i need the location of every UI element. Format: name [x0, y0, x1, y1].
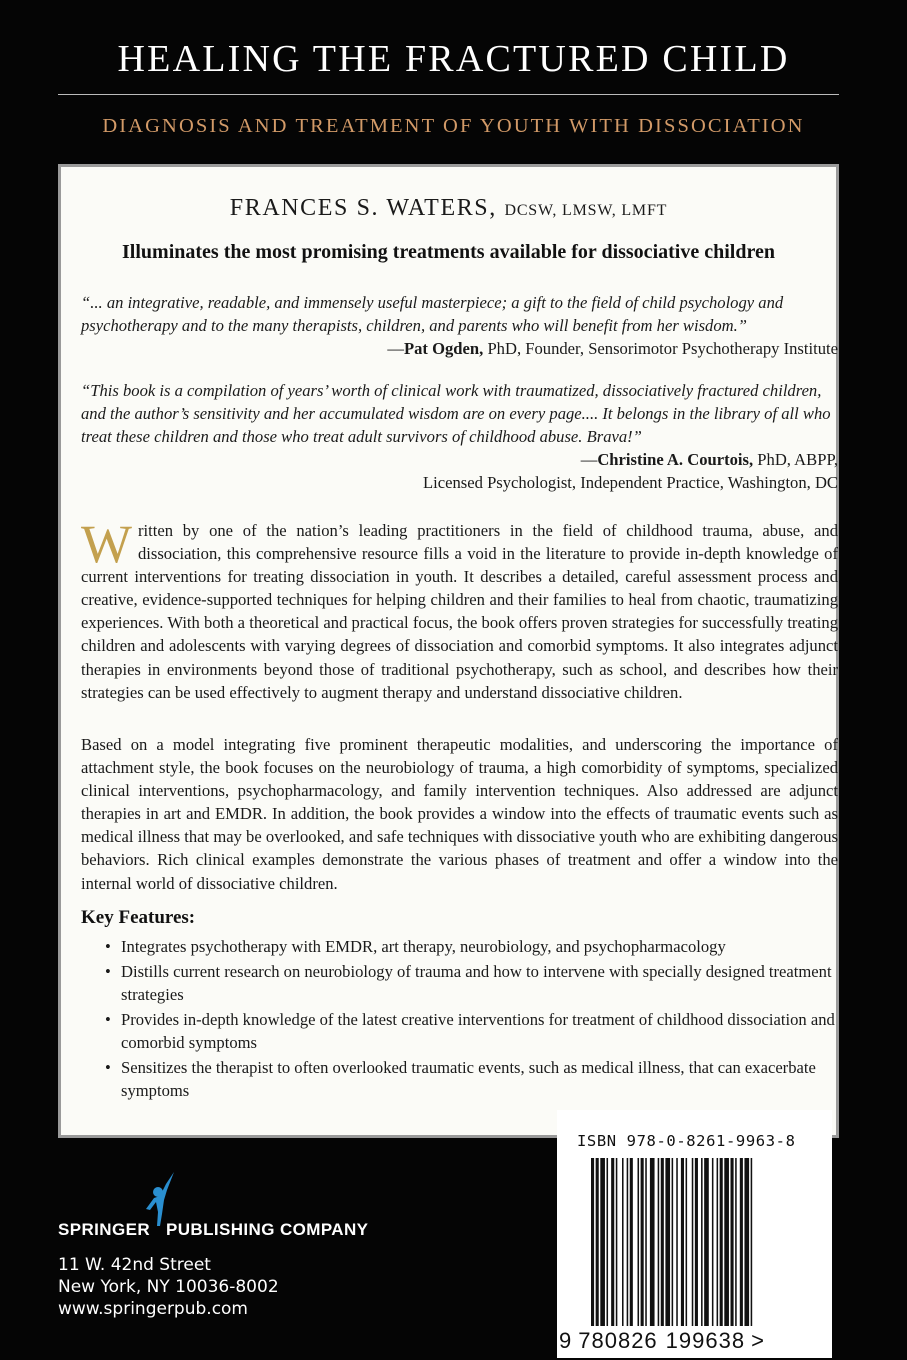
isbn-barcode — [557, 1110, 832, 1358]
description-paragraph: Written by one of the nation’s leading practitioners in the field of childhood trauma, abuse, and dissociation, this comprehensive resource fills a void in the literature to provide in-depth knowledge of current interventions for treating dissociation in youth. It describes a detailed, careful assessment process and creative, evidence-supported techniques for helping children and their families to heal from chaotic, traumatizing experiences. With both a theoretical and practical focus, the book offers proven strategies for successfully treating children and adolescents with varying degrees of dissociation and comorbid symptoms. It also integrates adjunct therapies in environments beyond those of traditional psychotherapy, such as school, and describes how their strategies can be used effectively to augment therapy and understand dissociative children. — [81, 514, 838, 702]
list-item: • Integrates psychotherapy with EMDR, art therapy, neurobiology, and psychopharmacology — [105, 937, 726, 956]
drop-cap: W — [81, 514, 132, 574]
endorser-name: Pat Ogden, — [404, 339, 484, 358]
publisher-name: SPRINGER PUBLISHING COMPANY — [58, 1220, 369, 1239]
book-subtitle: DIAGNOSIS AND TREATMENT OF YOUTH WITH DISSOCIATION — [102, 115, 805, 137]
endorser-name: Christine A. Courtois, — [597, 450, 754, 469]
bullet-icon: • — [105, 937, 111, 956]
address-line: New York, NY 10036-8002 — [58, 1277, 279, 1297]
endorsement-quote — [81, 379, 838, 494]
title-divider — [58, 94, 839, 95]
address-line: 11 W. 42nd Street — [58, 1255, 211, 1275]
publisher-address — [58, 1254, 279, 1320]
publisher-website[interactable]: www.springerpub.com — [58, 1299, 248, 1319]
barcode-digits: 9 780826 199638 > — [559, 1328, 765, 1353]
back-cover-panel — [58, 164, 839, 1138]
endorser-affiliation: PhD, ABPP, — [753, 450, 838, 469]
barcode-icon — [591, 1158, 805, 1326]
bullet-icon: • — [105, 1010, 111, 1029]
list-item: • Distills current research on neurobiology of trauma and how to intervene with specially designed treatment strategies — [105, 962, 832, 1004]
author-name: FRANCES S. WATERS, — [229, 195, 497, 221]
bullet-icon: • — [105, 962, 111, 981]
key-features-list — [81, 935, 838, 1104]
tagline: Illuminates the most promising treatments available for dissociative children — [122, 241, 775, 263]
isbn-label: ISBN 978-0-8261-9963-8 — [577, 1132, 796, 1150]
quote-attribution: —Pat Ogden, PhD, Founder, Sensorimotor Psychotherapy Institute — [387, 339, 838, 358]
description-paragraph: Based on a model integrating five prominent therapeutic modalities, and underscoring the importance of attachment style, the book focuses on the neurobiology of trauma, a high comorbidity of symptoms, specialized clinical interventions, psychopharmacology, and family intervention techniques. Also addressed are adjunct therapies in art and EMDR. In addition, the book provides a window into the effects of traumatic events such as medical illness that may be overlooked, and safe techniques with dissociative youth who are exhibiting dangerous behaviors. Rich clinical examples demonstrate the various phases of treatment and offer a window into the internal world of dissociative children. — [81, 735, 838, 893]
endorsement-quote — [81, 291, 838, 360]
list-item: • Provides in-depth knowledge of the latest creative interventions for treatment of childhood dissociation and comorbid symptoms — [105, 1010, 835, 1052]
bullet-icon: • — [105, 1058, 111, 1077]
key-features-heading: Key Features: — [81, 907, 196, 928]
author-line — [61, 193, 836, 226]
quote-text: “This book is a compilation of years’ worth of clinical work with traumatized, dissociatively fractured children, and the author’s sensitivity and her accumulated wisdom are on every page.... It belongs in the library of all who treat these children and those who treat adult survivors of childhood abuse. Brava!” — [81, 381, 831, 446]
endorser-affiliation-line2: Licensed Psychologist, Independent Practice, Washington, DC — [423, 473, 838, 492]
endorser-affiliation: PhD, Founder, Sensorimotor Psychotherapy Institute — [483, 339, 838, 358]
book-title: HEALING THE FRACTURED CHILD — [117, 38, 790, 80]
quote-attribution: —Christine A. Courtois, PhD, ABPP, — [580, 450, 838, 469]
list-item: • Sensitizes the therapist to often overlooked traumatic events, such as medical illness, that can exacerbate symptoms — [105, 1058, 816, 1100]
author-credentials: DCSW, LMSW, LMFT — [504, 202, 668, 219]
quote-text: “... an integrative, readable, and immensely useful masterpiece; a gift to the field of child psychology and psychotherapy and to the many therapists, children, and parents who will benefit from her wisdom.” — [81, 293, 784, 335]
